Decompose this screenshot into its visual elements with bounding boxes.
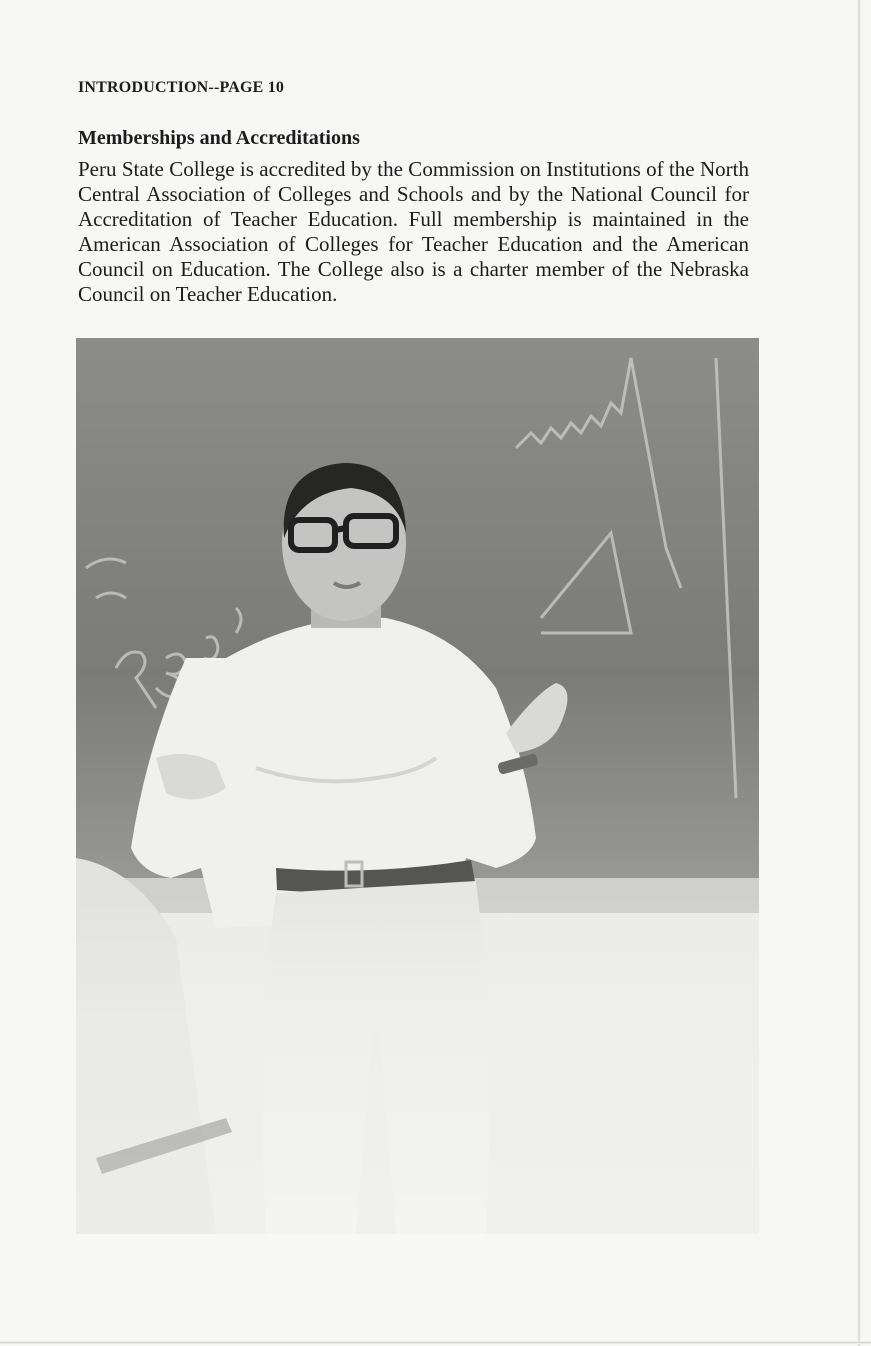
photo-fade xyxy=(76,898,759,1234)
body-paragraph: Peru State College is accredited by the Commission on Institutions of the North Central Association of Colleges and Schools and by the National Council for Accreditation of Teacher Education. Full membership is maintained in the American Association of Colleges for Teacher Education and the American Council on Education. The College also is a charter member of the Nebraska Council on Teacher Education. xyxy=(78,157,749,306)
page-edge xyxy=(857,0,861,1346)
page-bottom-edge xyxy=(0,1341,871,1344)
section-heading: Memberships and Accreditations xyxy=(78,127,360,149)
running-head: INTRODUCTION--PAGE 10 xyxy=(78,79,285,96)
instructor-photo xyxy=(76,338,759,1234)
instructor-photo-illustration xyxy=(76,338,759,1234)
